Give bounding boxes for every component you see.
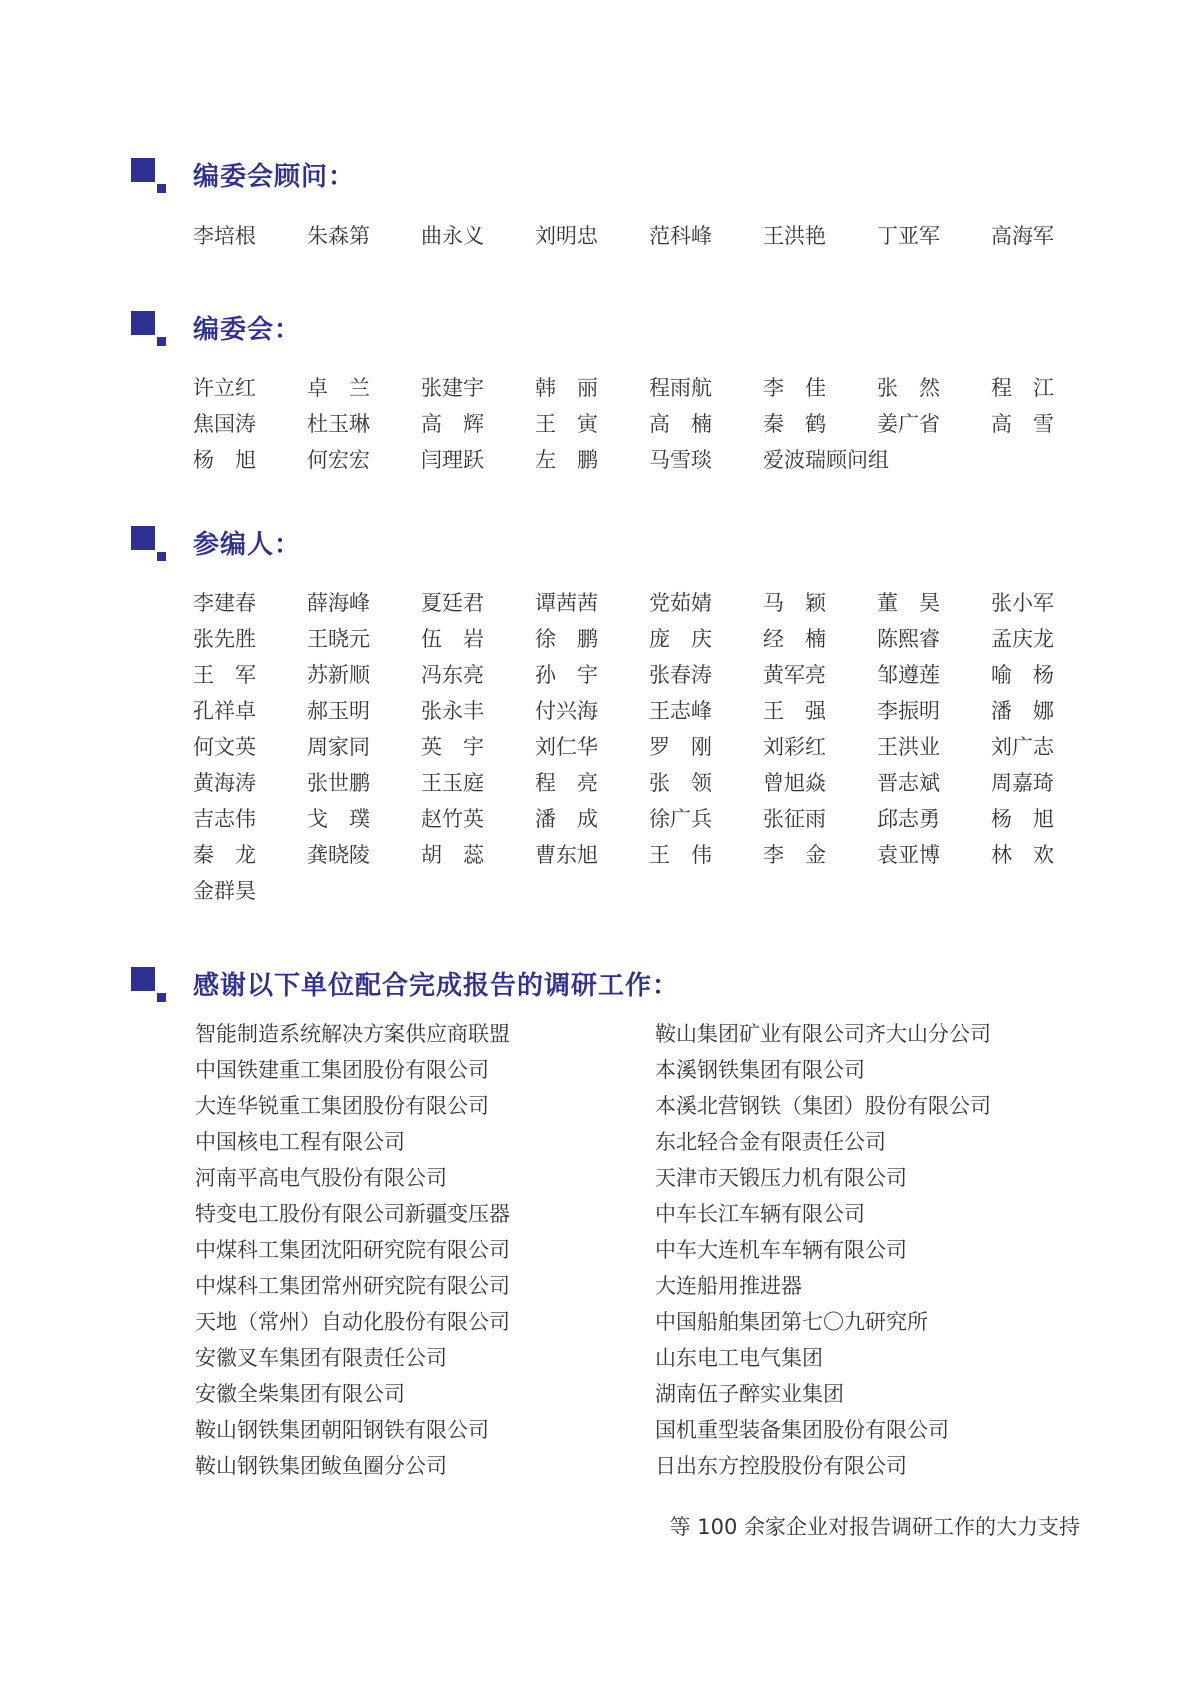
person-name: 张建宇 [421,376,484,400]
person-name: 戈 璞 [307,807,370,831]
company-name: 日出东方控股股份有限公司 [655,1454,907,1478]
person-name: 姜广省 [877,412,940,436]
person-name: 赵竹英 [421,807,484,831]
person-name: 龚晓陵 [307,843,370,867]
person-name: 刘仁华 [535,735,598,759]
person-name: 杨 旭 [193,448,256,472]
section-title-advisors: 编委会顾问： [193,162,356,192]
company-list [195,1018,1095,1486]
person-name: 喻 杨 [991,663,1054,687]
person-name: 程 亮 [535,771,598,795]
section-marker-icon [131,967,168,1003]
person-name: 付兴海 [535,699,598,723]
person-name: 李振明 [877,699,940,723]
person-name: 党茹婧 [649,591,712,615]
company-name: 中车长江车辆有限公司 [655,1202,865,1226]
person-name: 秦 鹤 [763,412,826,436]
person-name: 罗 刚 [649,735,712,759]
company-name: 本溪北营钢铁（集团）股份有限公司 [655,1094,991,1118]
person-name: 苏新顺 [307,663,370,687]
person-name: 卓 兰 [307,376,370,400]
person-name: 张征雨 [763,807,826,831]
person-name: 张 领 [649,771,712,795]
person-name: 秦 龙 [193,843,256,867]
person-name: 张世鹏 [307,771,370,795]
company-name: 河南平高电气股份有限公司 [195,1166,447,1190]
person-name: 黄军亮 [763,663,826,687]
person-name: 朱森第 [307,224,370,248]
person-name: 刘彩红 [763,735,826,759]
person-name: 王晓元 [307,627,370,651]
company-name: 安徽叉车集团有限责任公司 [195,1346,447,1370]
section-marker-icon [131,158,168,194]
person-name: 孙 宇 [535,663,598,687]
person-name: 李 佳 [763,376,826,400]
company-name: 中国船舶集团第七〇九研究所 [655,1310,928,1334]
person-name: 杜玉琳 [307,412,370,436]
person-name: 伍 岩 [421,627,484,651]
company-row [195,1018,1095,1054]
person-name: 庞 庆 [649,627,712,651]
person-name: 高 辉 [421,412,484,436]
section-title-thanks: 感谢以下单位配合完成报告的调研工作： [193,971,680,1001]
company-row [195,1126,1095,1162]
person-name: 张 然 [877,376,940,400]
company-row [195,1306,1095,1342]
section-title-contributors: 参编人： [193,530,302,560]
person-name: 曹东旭 [535,843,598,867]
person-name: 韩 丽 [535,376,598,400]
person-name: 高 雪 [991,412,1054,436]
company-name: 中国核电工程有限公司 [195,1130,405,1154]
person-name: 夏廷君 [421,591,484,615]
section-marker-icon [131,311,168,347]
company-row [195,1270,1095,1306]
person-name: 王 军 [193,663,256,687]
person-name: 谭茜茜 [535,591,598,615]
person-name: 王 强 [763,699,826,723]
person-name: 张小军 [991,591,1054,615]
person-name: 郝玉明 [307,699,370,723]
company-name: 天津市天锻压力机有限公司 [655,1166,907,1190]
person-name: 王 伟 [649,843,712,867]
person-name: 薛海峰 [307,591,370,615]
person-name: 王 寅 [535,412,598,436]
person-name: 何文英 [193,735,256,759]
person-name: 许立红 [193,376,256,400]
person-name: 闫理跃 [421,448,484,472]
company-name: 天地（常州）自动化股份有限公司 [195,1310,510,1334]
company-name: 鞍山集团矿业有限公司齐大山分公司 [655,1022,991,1046]
company-name: 大连华锐重工集团股份有限公司 [195,1094,489,1118]
person-name: 孔祥卓 [193,699,256,723]
person-name: 李培根 [193,224,256,248]
company-row [195,1414,1095,1450]
section-marker-icon [131,526,168,562]
person-name: 徐 鹏 [535,627,598,651]
person-name: 潘 成 [535,807,598,831]
person-name: 潘 娜 [991,699,1054,723]
person-name: 英 宇 [421,735,484,759]
company-row [195,1090,1095,1126]
person-name: 曾旭焱 [763,771,826,795]
person-name: 李 金 [763,843,826,867]
person-name: 孟庆龙 [991,627,1054,651]
company-row [195,1450,1095,1486]
company-name: 特变电工股份有限公司新疆变压器 [195,1202,510,1226]
person-name: 经 楠 [763,627,826,651]
person-name: 刘广志 [991,735,1054,759]
person-name: 邹遵莲 [877,663,940,687]
person-name: 焦国涛 [193,412,256,436]
company-row [195,1342,1095,1378]
person-name: 何宏宏 [307,448,370,472]
person-name: 林 欢 [991,843,1054,867]
person-name: 高海军 [991,224,1054,248]
support-footnote: 等 100 余家企业对报告调研工作的大力支持 [669,1515,1080,1539]
company-row [195,1378,1095,1414]
person-name: 徐广兵 [649,807,712,831]
person-name: 刘明忠 [535,224,598,248]
company-name: 鞍山钢铁集团朝阳钢铁有限公司 [195,1418,489,1442]
company-name: 中煤科工集团常州研究院有限公司 [195,1274,510,1298]
person-name: 范科峰 [649,224,712,248]
person-name: 爱波瑞顾问组 [763,448,889,472]
person-name: 邱志勇 [877,807,940,831]
company-name: 国机重型装备集团股份有限公司 [655,1418,949,1442]
person-name: 张永丰 [421,699,484,723]
person-name: 张先胜 [193,627,256,651]
person-name: 金群昊 [193,879,256,903]
person-name: 吉志伟 [193,807,256,831]
company-row [195,1162,1095,1198]
company-name: 东北轻合金有限责任公司 [655,1130,886,1154]
person-name: 周家同 [307,735,370,759]
person-name: 陈熙睿 [877,627,940,651]
company-row [195,1198,1095,1234]
person-name: 程雨航 [649,376,712,400]
company-name: 鞍山钢铁集团鲅鱼圈分公司 [195,1454,447,1478]
company-name: 智能制造系统解决方案供应商联盟 [195,1022,510,1046]
person-name: 晋志斌 [877,771,940,795]
person-name: 王洪业 [877,735,940,759]
person-name: 马雪琰 [649,448,712,472]
company-name: 本溪钢铁集团有限公司 [655,1058,865,1082]
person-name: 张春涛 [649,663,712,687]
section-title-committee: 编委会： [193,315,302,345]
person-name: 王玉庭 [421,771,484,795]
company-name: 山东电工电气集团 [655,1346,823,1370]
company-name: 中国铁建重工集团股份有限公司 [195,1058,489,1082]
person-name: 胡 蕊 [421,843,484,867]
company-name: 中煤科工集团沈阳研究院有限公司 [195,1238,510,1262]
person-name: 程 江 [991,376,1054,400]
person-name: 董 昊 [877,591,940,615]
person-name: 周嘉琦 [991,771,1054,795]
company-name: 中车大连机车车辆有限公司 [655,1238,907,1262]
person-name: 黄海涛 [193,771,256,795]
person-name: 马 颖 [763,591,826,615]
company-name: 大连船用推进器 [655,1274,802,1298]
person-name: 高 楠 [649,412,712,436]
company-row [195,1054,1095,1090]
person-name: 袁亚博 [877,843,940,867]
company-name: 湖南伍子醉实业集团 [655,1382,844,1406]
person-name: 王志峰 [649,699,712,723]
person-name: 李建春 [193,591,256,615]
company-name: 安徽全柴集团有限公司 [195,1382,405,1406]
person-name: 丁亚军 [877,224,940,248]
person-name: 曲永义 [421,224,484,248]
person-name: 冯东亮 [421,663,484,687]
company-row [195,1234,1095,1270]
person-name: 王洪艳 [763,224,826,248]
person-name: 左 鹏 [535,448,598,472]
person-name: 杨 旭 [991,807,1054,831]
